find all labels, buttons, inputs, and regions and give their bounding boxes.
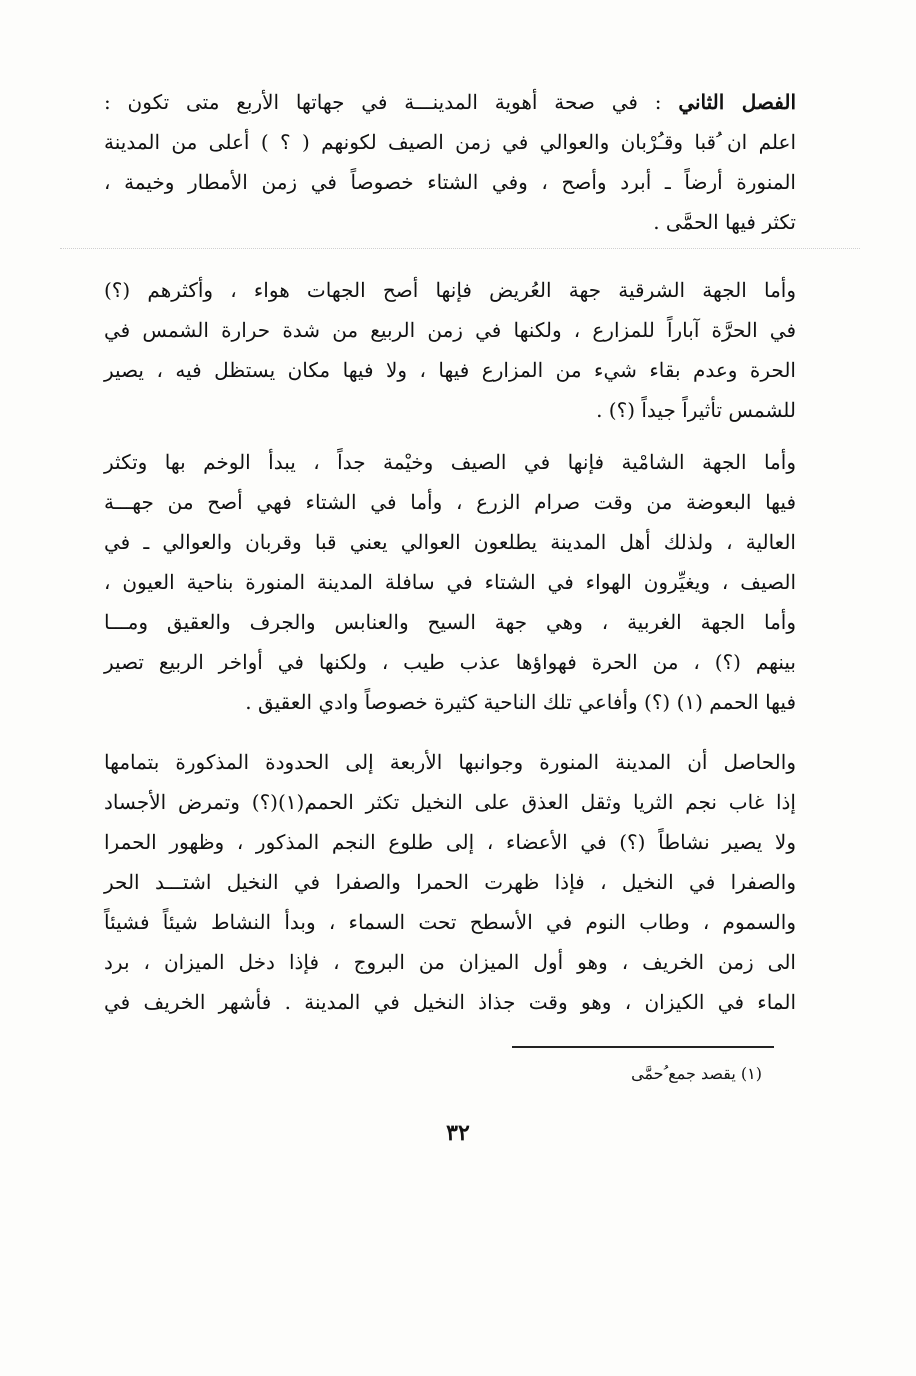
paragraph-line: اعلم ان ُقبا وقـُرْبان والعوالي في زمن الصيف لكونهم ( ؟ ) أعلى من المدينة — [104, 130, 796, 154]
paragraph-line: إذا غاب نجم الثريا وثقل العذق على النخيل تكثر الحمم(١)(؟) وتمرض الأجساد — [104, 790, 796, 814]
paragraph-line: ولا يصير نشاطاً (؟) في الأعضاء ، إلى طلوع النجم المذكور ، وظهور الحمرا — [104, 830, 796, 854]
paragraph-line: تكثر فيها الحمَّى . — [653, 210, 796, 234]
paragraph-line: الماء في الكيزان ، وهو وقت جذاذ النخيل في المدينة . فأشهر الخريف في — [104, 990, 796, 1014]
paragraph-line: والحاصل أن المدينة المنورة وجوانبها الأربعة إلى الحدودة المذكورة بتمامها — [104, 750, 796, 774]
paragraph-line: وأما الجهة الشرقية جهة العُريض فإنها أصح الجهات هواء ، وأكثرهم (؟) — [104, 278, 796, 302]
scan-artifact-line — [60, 248, 860, 249]
page-number: ٣٢ — [446, 1120, 470, 1146]
paragraph-line: والسموم ، وطاب النوم في الأسطح تحت السماء ، وبدأ النشاط شيئاً فشيئاً — [104, 910, 796, 934]
paragraph-summary — [104, 742, 796, 1022]
paragraph-line: فيها البعوضة من وقت صرام الزرع ، وأما في الشتاء فهي أصح من جهـــة — [104, 490, 796, 514]
chapter-heading — [104, 82, 796, 122]
paragraph-line: والصفرا في النخيل ، فإذا ظهرت الحمرا والصفرا في النخيل اشتـــد الحر — [104, 870, 796, 894]
paragraph-line: وأما الجهة الشامْية فإنها في الصيف وخيْمة جداً ، يبدأ الوخم بها وتكثر — [104, 450, 796, 474]
chapter-subtitle: : في صحة أهوية المدينـــة في جهاتها الأربع متى تكون : — [104, 90, 662, 114]
paragraph-line: العالية ، ولذلك أهل المدينة يطلعون العوالي يعني قبا وقربان والعوالي ـ في — [104, 530, 796, 554]
paragraph-line: في الحرَّة آباراً للمزارع ، ولكنها في زمن الربيع من شدة حرارة الشمس في — [104, 318, 796, 342]
footnote: (١) يقصد جمع ُحمَّى — [631, 1064, 762, 1083]
paragraph-line: الحرة وعدم بقاء شيء من المزارع فيها ، ولا فيها مكان يستظل فيه ، يصير — [104, 358, 796, 382]
paragraph-line: فيها الحمم (١) (؟) وأفاعي تلك الناحية كثيرة خصوصاً وادي العقيق . — [245, 690, 796, 714]
paragraph-line: وأما الجهة الغربية ، وهي جهة السيح والعنابس والجرف والعقيق ومـــا — [104, 610, 797, 634]
paragraph-line: بينهم (؟) ، من الحرة فهواؤها عذب طيب ، ولكنها في أواخر الربيع تصير — [104, 650, 796, 674]
paragraph-line: الصيف ، ويغيِّرون الهواء في الشتاء في سافلة المدينة المنورة بناحية العيون ، — [104, 570, 796, 594]
paragraph-line: للشمس تأثيراً جيداً (؟) . — [596, 398, 796, 422]
footnote-divider — [512, 1046, 774, 1048]
paragraph-line: الى زمن الخريف ، وهو أول الميزان من البروج ، فإذا دخل الميزان ، برد — [104, 950, 796, 974]
paragraph-east — [104, 270, 796, 430]
chapter-title: الفصل الثاني — [678, 90, 797, 114]
section-intro — [104, 82, 796, 242]
paragraph-line: المنورة أرضاً ـ أبرد وأصح ، وفي الشتاء خصوصاً في زمن الأمطار وخيمة ، — [104, 170, 796, 194]
paragraph-north-west — [104, 442, 796, 722]
